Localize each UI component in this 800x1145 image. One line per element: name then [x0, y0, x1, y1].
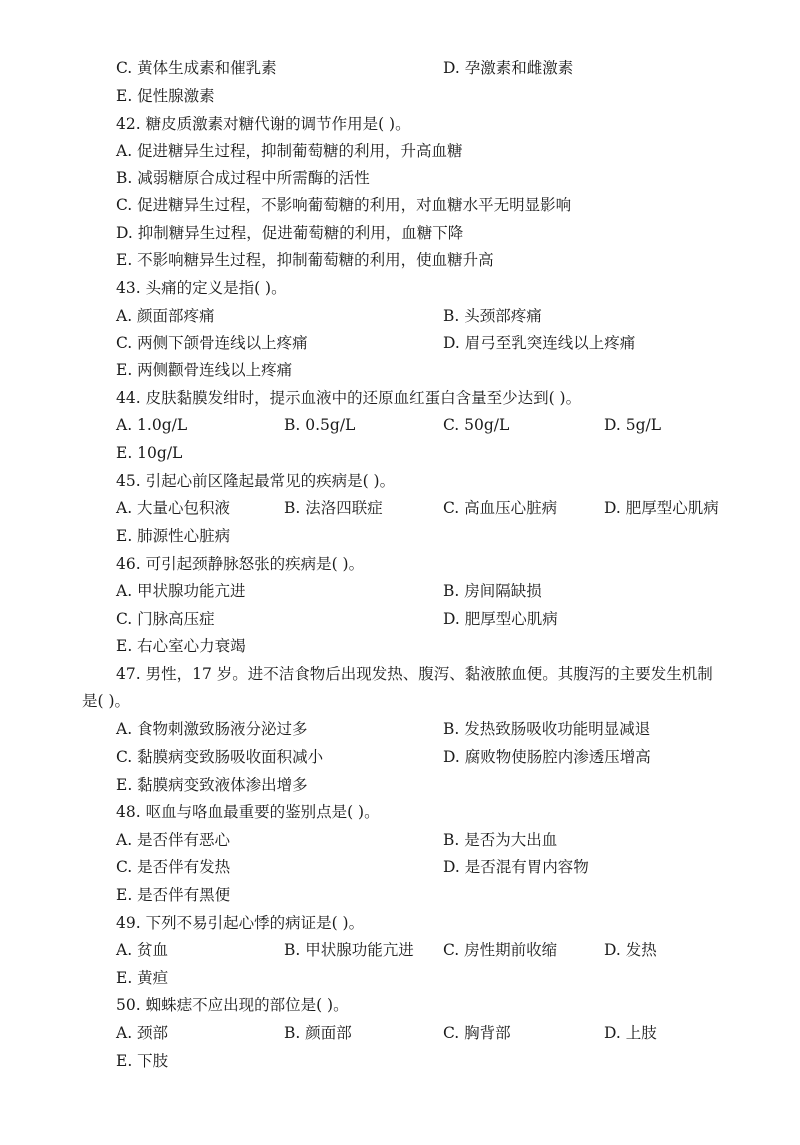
q42-stem: [0, 110, 800, 138]
option-text: A. 食物刺激致肠液分泌过多: [116, 720, 308, 738]
q43-stem: [0, 274, 800, 302]
option-text: A. 颜面部疼痛: [116, 307, 215, 325]
option-text: D. 肥厚型心肌病: [443, 610, 558, 628]
option-text: C. 50g/L: [443, 416, 510, 434]
q41-options-e: [0, 82, 800, 110]
option-text: B. 0.5g/L: [284, 416, 356, 434]
q46-options-ab: [0, 577, 800, 605]
option-text: D. 肥厚型心肌病: [604, 499, 719, 517]
option-text: D. 抑制糖异生过程，促进葡萄糖的利用，血糖下降: [116, 224, 464, 242]
q42-option-a: [0, 137, 800, 165]
q42-option-e: [0, 246, 800, 274]
q50-stem: [0, 991, 800, 1019]
q47-options-cd: [0, 743, 800, 771]
option-text: C. 门脉高压症: [116, 610, 215, 628]
option-text: E. 黏膜病变致液体渗出增多: [116, 776, 308, 794]
option-text: E. 肺源性心脏病: [116, 527, 231, 545]
q48-options-cd: [0, 853, 800, 881]
option-text: E. 两侧颧骨连线以上疼痛: [116, 361, 293, 379]
option-text: B. 减弱糖原合成过程中所需酶的活性: [116, 169, 370, 187]
option-text: B. 头颈部疼痛: [443, 307, 542, 325]
q43-options-cd: [0, 329, 800, 357]
option-text: D. 眉弓至乳突连线以上疼痛: [443, 334, 636, 352]
q43-options-ab: [0, 302, 800, 330]
option-text: D. 上肢: [604, 1024, 657, 1042]
option-text: A. 贫血: [116, 941, 169, 959]
option-text: E. 10g/L: [116, 444, 183, 462]
question-stem: 47. 男性，17 岁。进不洁食物后出现发热、腹泻、黏液脓血便。其腹泻的主要发生机制: [116, 665, 713, 683]
option-text: A. 是否伴有恶心: [116, 831, 231, 849]
option-text: A. 促进糖异生过程，抑制葡萄糖的利用，升高血糖: [116, 142, 463, 160]
option-text: E. 不影响糖异生过程，抑制葡萄糖的利用，使血糖升高: [116, 251, 494, 269]
question-stem: 43. 头痛的定义是指( )。: [116, 279, 287, 297]
q46-options-e: [0, 632, 800, 660]
q49-options-abcd: [0, 936, 800, 964]
q49-options-e: [0, 964, 800, 992]
option-text: C. 房性期前收缩: [443, 941, 558, 959]
q42-option-b: [0, 164, 800, 192]
option-text: D. 发热: [604, 941, 657, 959]
option-text: C. 高血压心脏病: [443, 499, 558, 517]
q47-stem-line1: [0, 660, 800, 688]
option-text: C. 两侧下颌骨连线以上疼痛: [116, 334, 308, 352]
option-text: E. 黄疸: [116, 969, 169, 987]
q48-options-ab: [0, 826, 800, 854]
q48-stem: [0, 798, 800, 826]
question-stem: 48. 呕血与咯血最重要的鉴别点是( )。: [116, 803, 380, 821]
option-text: B. 是否为大出血: [443, 831, 558, 849]
q45-options-e: [0, 522, 800, 550]
question-stem: 49. 下列不易引起心悸的病证是( )。: [116, 914, 365, 932]
q50-options-abcd: [0, 1019, 800, 1047]
q41-options-cd: [0, 54, 800, 82]
option-text: C. 促进糖异生过程，不影响葡萄糖的利用，对血糖水平无明显影响: [116, 196, 572, 214]
q46-stem: [0, 550, 800, 578]
q44-options-abcd: [0, 411, 800, 439]
q42-option-c: [0, 191, 800, 219]
question-stem: 44. 皮肤黏膜发绀时，提示血液中的还原血红蛋白含量至少达到( )。: [116, 389, 582, 407]
option-text: C. 是否伴有发热: [116, 858, 231, 876]
question-stem: 46. 可引起颈静脉怒张的疾病是( )。: [116, 555, 365, 573]
question-stem: 45. 引起心前区隆起最常见的疾病是( )。: [116, 472, 396, 490]
q47-stem-line2: [0, 687, 800, 715]
option-text: B. 房间隔缺损: [443, 582, 542, 600]
q41-option-e: E. 促性腺激素: [116, 87, 215, 105]
q45-stem: [0, 467, 800, 495]
option-text: B. 甲状腺功能亢进: [284, 941, 414, 959]
q42-option-d: [0, 219, 800, 247]
option-text: A. 颈部: [116, 1024, 169, 1042]
option-text: D. 是否混有胃内容物: [443, 858, 589, 876]
q46-options-cd: [0, 605, 800, 633]
option-text: B. 法洛四联症: [284, 499, 383, 517]
q47-options-ab: [0, 715, 800, 743]
q47-options-e: [0, 771, 800, 799]
option-text: D. 5g/L: [604, 416, 662, 434]
option-text: E. 下肢: [116, 1052, 169, 1070]
q43-options-e: [0, 356, 800, 384]
q44-stem: [0, 384, 800, 412]
option-text: E. 是否伴有黑便: [116, 886, 231, 904]
q44-options-e: [0, 439, 800, 467]
option-text: C. 胸背部: [443, 1024, 511, 1042]
option-text: C. 黏膜病变致肠吸收面积减小: [116, 748, 324, 766]
question-stem-continuation: 是( )。: [82, 692, 131, 710]
q45-options-abcd: [0, 494, 800, 522]
option-text: A. 1.0g/L: [116, 416, 188, 434]
q49-stem: [0, 909, 800, 937]
option-text: A. 大量心包积液: [116, 499, 231, 517]
q48-options-e: [0, 881, 800, 909]
question-stem: 42. 糖皮质激素对糖代谢的调节作用是( )。: [116, 115, 411, 133]
q41-option-c: C. 黄体生成素和催乳素: [116, 59, 277, 77]
option-text: A. 甲状腺功能亢进: [116, 582, 246, 600]
option-text: E. 右心室心力衰竭: [116, 637, 246, 655]
question-stem: 50. 蜘蛛痣不应出现的部位是( )。: [116, 996, 349, 1014]
q50-options-e: [0, 1047, 800, 1075]
option-text: B. 颜面部: [284, 1024, 352, 1042]
q41-option-d: D. 孕激素和雌激素: [443, 59, 574, 77]
option-text: D. 腐败物使肠腔内渗透压增高: [443, 748, 651, 766]
option-text: B. 发热致肠吸收功能明显减退: [443, 720, 651, 738]
